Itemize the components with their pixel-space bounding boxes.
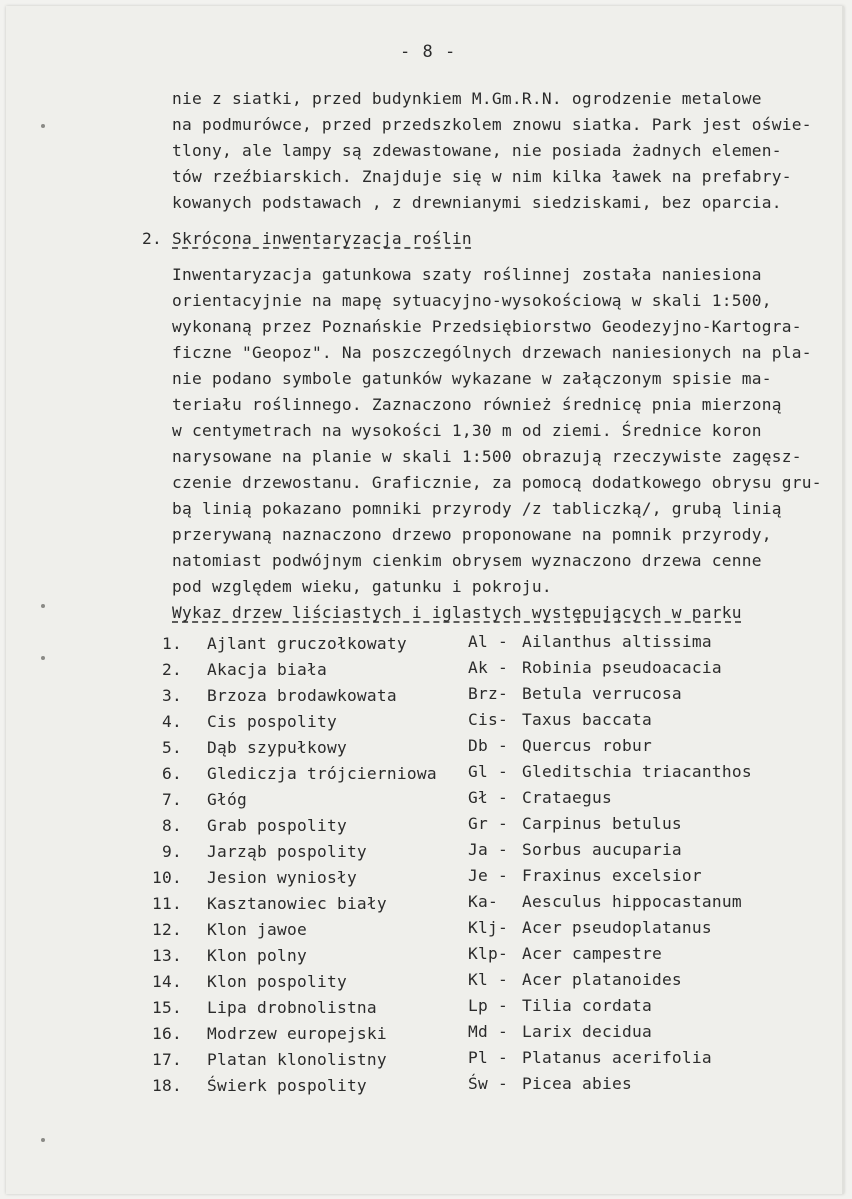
section-title: Skrócona inwentaryzacja roślin (172, 229, 472, 248)
latin-name: Picea abies (522, 1074, 632, 1093)
polish-name: Głóg (207, 790, 247, 809)
item-number: 9. (162, 842, 182, 861)
item-number: 16. (152, 1024, 182, 1043)
latin-name: Carpinus betulus (522, 814, 682, 833)
text-line: w centymetrach na wysokości 1,30 m od ziemi. Średnice koron (172, 421, 762, 440)
text-line: nie podano symbole gatunków wykazane w załączonym spisie ma- (172, 369, 772, 388)
text-line: narysowane na planie w skali 1:500 obrazują rzeczywiste zagęsz- (172, 447, 802, 466)
list-heading: Wykaz drzew liściastych i iglastych występujących w parku (172, 603, 742, 622)
polish-name: Ajlant gruczołkowaty (207, 634, 407, 653)
polish-name: Brzoza brodawkowata (207, 686, 397, 705)
text-line: bą linią pokazano pomniki przyrody /z tabliczką/, grubą linią (172, 499, 782, 518)
text-line: wykonaną przez Poznańskie Przedsiębiorstwo Geodezyjno-Kartogra- (172, 317, 802, 336)
latin-name: Quercus robur (522, 736, 652, 755)
margin-punch-mark (41, 124, 45, 128)
latin-name: Fraxinus excelsior (522, 866, 702, 885)
item-number: 1. (162, 634, 182, 653)
latin-name: Crataegus (522, 788, 612, 807)
symbol: Cis- (468, 710, 508, 729)
latin-name: Robinia pseudoacacia (522, 658, 722, 677)
text-line: orientacyjnie na mapę sytuacyjno-wysokościową w skali 1:500, (172, 291, 772, 310)
item-number: 2. (162, 660, 182, 679)
symbol: Lp - (468, 996, 508, 1015)
item-number: 3. (162, 686, 182, 705)
polish-name: Klon pospolity (207, 972, 347, 991)
text-line: przerywaną naznaczono drzewo proponowane na pomnik przyrody, (172, 525, 772, 544)
text-line: natomiast podwójnym cienkim obrysem wyznaczono drzewa cenne (172, 551, 762, 570)
latin-name: Ailanthus altissima (522, 632, 712, 651)
latin-name: Gleditschia triacanthos (522, 762, 752, 781)
latin-name: Larix decidua (522, 1022, 652, 1041)
item-number: 17. (152, 1050, 182, 1069)
text-line: tlony, ale lampy są zdewastowane, nie posiada żadnych elemen- (172, 141, 782, 160)
symbol: Pl - (468, 1048, 508, 1067)
polish-name: Kasztanowiec biały (207, 894, 387, 913)
latin-name: Betula verrucosa (522, 684, 682, 703)
polish-name: Platan klonolistny (207, 1050, 387, 1069)
polish-name: Jarząb pospolity (207, 842, 367, 861)
symbol: Je - (468, 866, 508, 885)
latin-name: Tilia cordata (522, 996, 652, 1015)
latin-name: Acer campestre (522, 944, 662, 963)
text-line: na podmurówce, przed przedszkolem znowu siatka. Park jest oświe- (172, 115, 812, 134)
section-number: 2. (142, 229, 162, 248)
polish-name: Jesion wyniosły (207, 868, 357, 887)
symbol: Gł - (468, 788, 508, 807)
text-line: Inwentaryzacja gatunkowa szaty roślinnej została naniesiona (172, 265, 762, 284)
symbol: Ja - (468, 840, 508, 859)
latin-name: Platanus acerifolia (522, 1048, 712, 1067)
latin-name: Sorbus aucuparia (522, 840, 682, 859)
margin-punch-mark (41, 1138, 45, 1142)
latin-name: Taxus baccata (522, 710, 652, 729)
item-number: 4. (162, 712, 182, 731)
symbol: Brz- (468, 684, 508, 703)
polish-name: Dąb szypułkowy (207, 738, 347, 757)
polish-name: Klon polny (207, 946, 307, 965)
item-number: 5. (162, 738, 182, 757)
item-number: 11. (152, 894, 182, 913)
item-number: 8. (162, 816, 182, 835)
polish-name: Glediczja trójcierniowa (207, 764, 437, 783)
symbol: Gr - (468, 814, 508, 833)
symbol: Klj- (468, 918, 508, 937)
symbol: Db - (468, 736, 508, 755)
polish-name: Lipa drobnolistna (207, 998, 377, 1017)
symbol: Gl - (468, 762, 508, 781)
margin-punch-mark (41, 604, 45, 608)
symbol: Ka- (468, 892, 498, 911)
text-line: czenie drzewostanu. Graficznie, za pomocą dodatkowego obrysu gru- (172, 473, 822, 492)
margin-punch-mark (41, 656, 45, 660)
latin-name: Acer pseudoplatanus (522, 918, 712, 937)
item-number: 6. (162, 764, 182, 783)
item-number: 7. (162, 790, 182, 809)
text-line: tów rzeźbiarskich. Znajduje się w nim kilka ławek na prefabry- (172, 167, 792, 186)
symbol: Al - (468, 632, 508, 651)
symbol: Św - (468, 1074, 508, 1093)
polish-name: Klon jawoe (207, 920, 307, 939)
item-number: 15. (152, 998, 182, 1017)
text-line: ficzne "Geopoz". Na poszczególnych drzewach naniesionych na pla- (172, 343, 812, 362)
symbol: Ak - (468, 658, 508, 677)
polish-name: Grab pospolity (207, 816, 347, 835)
text-line: nie z siatki, przed budynkiem M.Gm.R.N. ogrodzenie metalowe (172, 89, 762, 108)
item-number: 18. (152, 1076, 182, 1095)
symbol: Md - (468, 1022, 508, 1041)
item-number: 12. (152, 920, 182, 939)
polish-name: Modrzew europejski (207, 1024, 387, 1043)
latin-name: Aesculus hippocastanum (522, 892, 742, 911)
latin-name: Acer platanoides (522, 970, 682, 989)
text-line: pod względem wieku, gatunku i pokroju. (172, 577, 552, 596)
document-page (6, 6, 844, 1194)
item-number: 13. (152, 946, 182, 965)
polish-name: Świerk pospolity (207, 1076, 367, 1095)
symbol: Klp- (468, 944, 508, 963)
item-number: 14. (152, 972, 182, 991)
text-line: teriału roślinnego. Zaznaczono również średnicę pnia mierzoną (172, 395, 782, 414)
polish-name: Akacja biała (207, 660, 327, 679)
polish-name: Cis pospolity (207, 712, 337, 731)
page-number: - 8 - (400, 42, 457, 62)
item-number: 10. (152, 868, 182, 887)
symbol: Kl - (468, 970, 508, 989)
text-line: kowanych podstawach , z drewnianymi siedziskami, bez oparcia. (172, 193, 782, 212)
